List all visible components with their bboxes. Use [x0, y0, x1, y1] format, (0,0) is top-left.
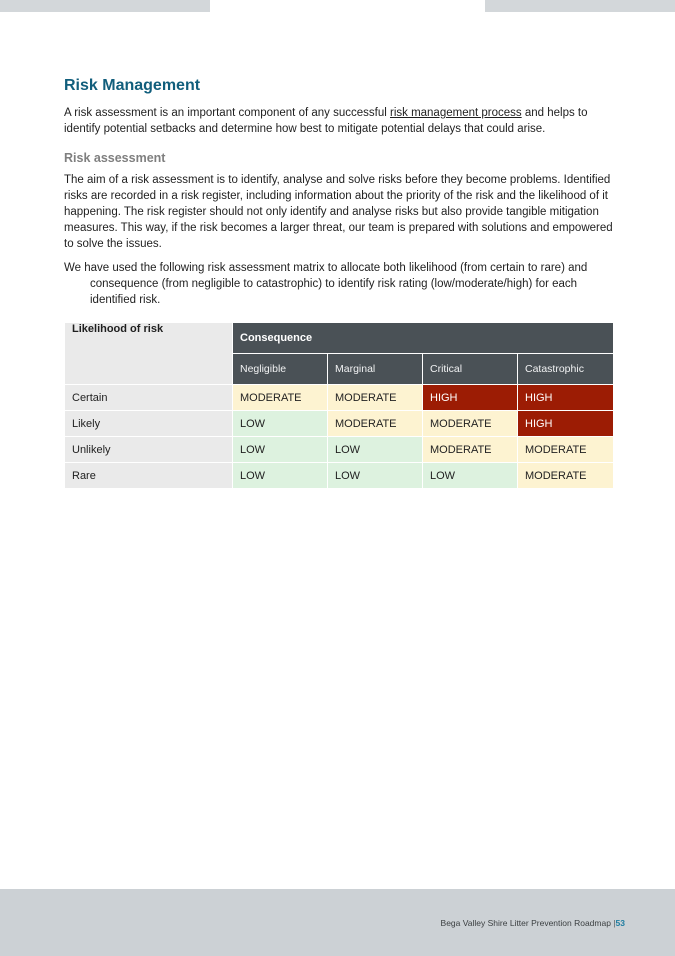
matrix-cell: MODERATE [518, 463, 614, 489]
matrix-cell: MODERATE [328, 411, 423, 437]
page-title: Risk Management [64, 77, 201, 94]
matrix-cell: HIGH [518, 385, 614, 411]
footer-separator: | [613, 918, 616, 928]
corner-header-cell: Likelihood of risk [65, 323, 233, 385]
matrix-cell: LOW [233, 437, 328, 463]
column-header-catastrophic: Catastrophic [518, 354, 614, 385]
footer-band [0, 889, 675, 956]
matrix-cell: LOW [423, 463, 518, 489]
row-label-rare: Rare [65, 463, 233, 489]
consequence-group-header: Consequence [233, 323, 614, 354]
intro-text-after: and helps to identify potential setbacks and determine how best to mitigate potential delays that could arise. [64, 107, 588, 135]
row-label-likely: Likely [65, 411, 233, 437]
row-label-certain: Certain [65, 385, 233, 411]
page-top-shade-right [485, 0, 675, 12]
page-number: 53 [615, 918, 625, 928]
intro-text-before: A risk assessment is an important component of any successful [64, 107, 390, 119]
matrix-cell: LOW [233, 463, 328, 489]
table-row [65, 437, 614, 463]
matrix-cell: MODERATE [233, 385, 328, 411]
matrix-cell: MODERATE [328, 385, 423, 411]
intro-paragraph [64, 105, 613, 137]
matrix-cell: HIGH [423, 385, 518, 411]
section-body-paragraph: The aim of a risk assessment is to identify, analyse and solve risks before they become problems. Identified risks are recorded in a risk register, including information about the priority of the risk and the likelihood of it happening. The risk register should not only identify and analyse risks but also provide tangible mitigation measures. This way, if the risk becomes a larger threat, our team is prepared with solutions and empowered to solve the issues. [64, 174, 613, 250]
table-row [65, 385, 614, 411]
risk-matrix-table [64, 322, 614, 489]
matrix-cell: MODERATE [423, 437, 518, 463]
matrix-cell: LOW [328, 463, 423, 489]
footer-text: Bega Valley Shire Litter Prevention Roadmap [440, 918, 614, 928]
table-row [65, 411, 614, 437]
matrix-cell: MODERATE [518, 437, 614, 463]
matrix-cell: HIGH [518, 411, 614, 437]
table-row [65, 463, 614, 489]
column-header-marginal: Marginal [328, 354, 423, 385]
matrix-cell: LOW [328, 437, 423, 463]
section-heading: Risk assessment [64, 151, 166, 165]
column-header-critical: Critical [423, 354, 518, 385]
matrix-cell: LOW [233, 411, 328, 437]
column-header-negligible: Negligible [233, 354, 328, 385]
matrix-intro-paragraph: We have used the following risk assessment matrix to allocate both likelihood (from certain to rare) and consequence (from negligible to catastrophic) to identify risk rating (low/moderate/high) for each identified risk. [64, 262, 588, 306]
matrix-cell: MODERATE [423, 411, 518, 437]
page-top-shade-left [0, 0, 210, 12]
row-label-unlikely: Unlikely [65, 437, 233, 463]
risk-management-process-link[interactable]: risk management process [389, 107, 522, 119]
